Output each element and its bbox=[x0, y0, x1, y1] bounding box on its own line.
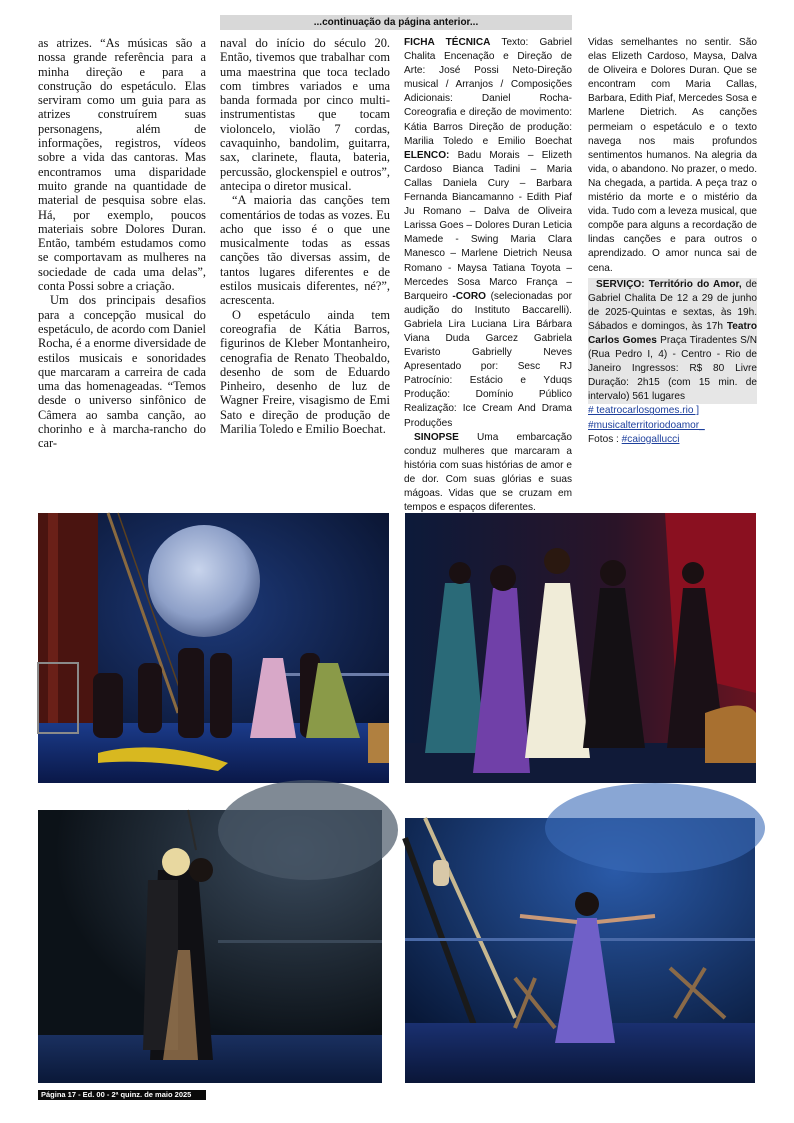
photo-women-group bbox=[405, 513, 756, 783]
sinopse bbox=[404, 431, 572, 516]
credits-column bbox=[404, 36, 573, 514]
singer-arms-open-image bbox=[405, 818, 755, 1083]
photo-stage-moon bbox=[38, 513, 389, 783]
embracing-couple-image bbox=[38, 810, 382, 1083]
continuation-header: ...continuação da página anterior... bbox=[220, 15, 572, 30]
col1-paragraph-1: as atrizes. “As músicas são a nossa grande referência para a minha direção e para a construção do espetáculo. Elas serviram como um guia para as atrizes construírem suas personagens, além de informações, registros, vídeos sobre a vida das cantoras. Mas encontramos uma disparidade muito grande na quantidade de material de pesquisa sobre elas. Há, por exemplo, poucos materiais sobre Dolores Duran. Então, também estudamos como se comportavam as mulheres na sociedade de cada uma delas”, conta Possi sobre a criação. bbox=[38, 36, 206, 294]
fotos-label: Fotos : bbox=[588, 433, 622, 445]
article-column-1 bbox=[38, 36, 206, 498]
col1-paragraph-2: Um dos principais desafios para a concepção musical do espetáculo, de acordo com Daniel Rocha, é a enorme diversidade de estilos musicais e sonoridades que marcaram a carreira de cada uma das homenageadas. “Temos desde o universo sinfônico de Câmera ao samba canção, ao chorinho e à marcha-rancho do car- bbox=[38, 293, 206, 451]
women-group-image bbox=[405, 513, 756, 783]
teatro-link[interactable]: # teatrocarlosgomes.rio ] bbox=[588, 405, 700, 417]
col2-paragraph-3: O espetáculo ainda tem coreografia de Kátia Barros, figurinos de Kleber Montanheiro, cenografia de Renato Theobaldo, desenho de som de Eduardo Pinheiro, desenho de luz de Wagner Freire, visagismo de Emi Sato e direção de produção de Marilia Toledo e Emilio Boechat. bbox=[220, 307, 390, 437]
sinopse-label: SINOPSE bbox=[414, 431, 459, 443]
photo-singer-arms-open bbox=[405, 818, 755, 1083]
article-column-2 bbox=[220, 36, 390, 498]
hashtag-link[interactable]: #musicalterritoriodoamor_ bbox=[588, 419, 705, 431]
elenco-text: Badu Morais – Elizeth Cardoso Bianca Tadini – Maria Callas Daniela Cury – Barbara Fernanda Biancamanno - Edith Piaf Ju Romano – Dalva de Oliveira Larissa Goes – Dolores Duran Leticia Mamede - Swing Maria Clara Manesco – Marlene Dietrich Neusa Romano - Maysa Tatiana Toyota – Mercedes Sosa Marco França – Barqueiro bbox=[404, 149, 572, 302]
col4-paragraph-1: Vidas semelhantes no sentir. São elas Elizeth Cardoso, Maysa, Dalva de Oliveira e Dolores Duran. Que se encontram com Maria Callas, Barbara, Edith Piaf, Mercedes Sosa e Marlene Dietrich. As canções permeiam o espetáculo e o texto navega nos mais profundos sentimentos humanos. Na alegria da vida, o abandono. No prazer, o medo. Na chegada, a partida. A peça traz o mistério da morte e o mistério da vida. Tudo com a leveza musical, que compõe para alguns a recordação de lindas canções e para outros o aprendizado. O amor nunca sai de cena. bbox=[588, 37, 757, 274]
servico-label: SERVIÇO: bbox=[596, 278, 645, 290]
stage-moon-image bbox=[38, 513, 389, 783]
coro-label: -CORO bbox=[452, 290, 486, 302]
synopsis-service-column bbox=[588, 36, 757, 498]
servico-details-1: de Gabriel Chalita De 12 a 29 de junho de 2025-Quintas e sextas, às 19h. Sábados e domingos, às 17h bbox=[588, 278, 757, 332]
servico-details-2: Praça Tiradentes S/N (Rua Pedro I, 4) - Centro - Rio de Janeiro Ingressos: R$ 80 Livre Duração: 2h15 (com 15 min. de intervalo) 561 lugares bbox=[588, 334, 757, 403]
elenco-label: ELENCO: bbox=[404, 149, 450, 161]
teatro-label: Teatro Carlos Gomes bbox=[588, 320, 757, 346]
ficha-label: FICHA TÉCNICA bbox=[404, 37, 491, 48]
page-footer: Página 17 - Ed. 00 - 2ª quinz. de maio 2025 bbox=[38, 1090, 206, 1100]
servico-box bbox=[588, 278, 757, 405]
photo-embracing-couple bbox=[38, 810, 382, 1083]
sinopse-text: Uma embarcação conduz mulheres que marcaram a história com suas histórias de amor e de dor. Com suas glórias e suas mágoas. Vidas que se cruzam em tempos e espaços diferentes. bbox=[404, 431, 572, 514]
photo-credit bbox=[588, 433, 757, 447]
col2-paragraph-2: “A maioria das canções tem comentários de todas as vozes. Eu acho que isso é o que une musicalmente todas as essas canções tão diversas assim, de tantos lugares diferentes e de estilos musicais diferentes, né?”, acrescenta. bbox=[220, 193, 390, 308]
ficha-text: Texto: Gabriel Chalita Encenação e Direção de Arte: José Possi Neto-Direção musical / Arranjos / Composições Adicionais: Daniel Rocha-Coreografia e direção de movimento: Kátia Barros Direção de produção: Marilia Toledo e Emilio Boechat bbox=[404, 37, 572, 147]
coro-text: (selecionadas por audição do Instituto Baccarelli). Gabriela Lira Luciana Lira Bárbara Viana Duda Garcez Gabriela Evaristo Gabrielly Neves Apresentado por: Sesc RJ Patrocínio: Estácio e Yduqs Produção: Domínio Público Realização: Ice Cream And Drama Produções bbox=[404, 290, 573, 429]
ficha-tecnica bbox=[404, 36, 572, 431]
photographer-link[interactable]: #caiogallucci bbox=[621, 433, 680, 445]
col2-paragraph-1: naval do início do século 20. Então, tivemos que trabalhar com uma maestrina que toca teclado com timbres variados e uma banda formada por cinco multi-instrumentistas que tocam violoncelo, violão 7 cordas, cavaquinho, bandolim, guitarra, sax, clarinete, flauta, bateria, percussão, glockenspiel e outros”, antecipa o diretor musical. bbox=[220, 36, 390, 193]
servico-title: Território do Amor, bbox=[644, 278, 742, 290]
servico-text bbox=[588, 278, 757, 405]
